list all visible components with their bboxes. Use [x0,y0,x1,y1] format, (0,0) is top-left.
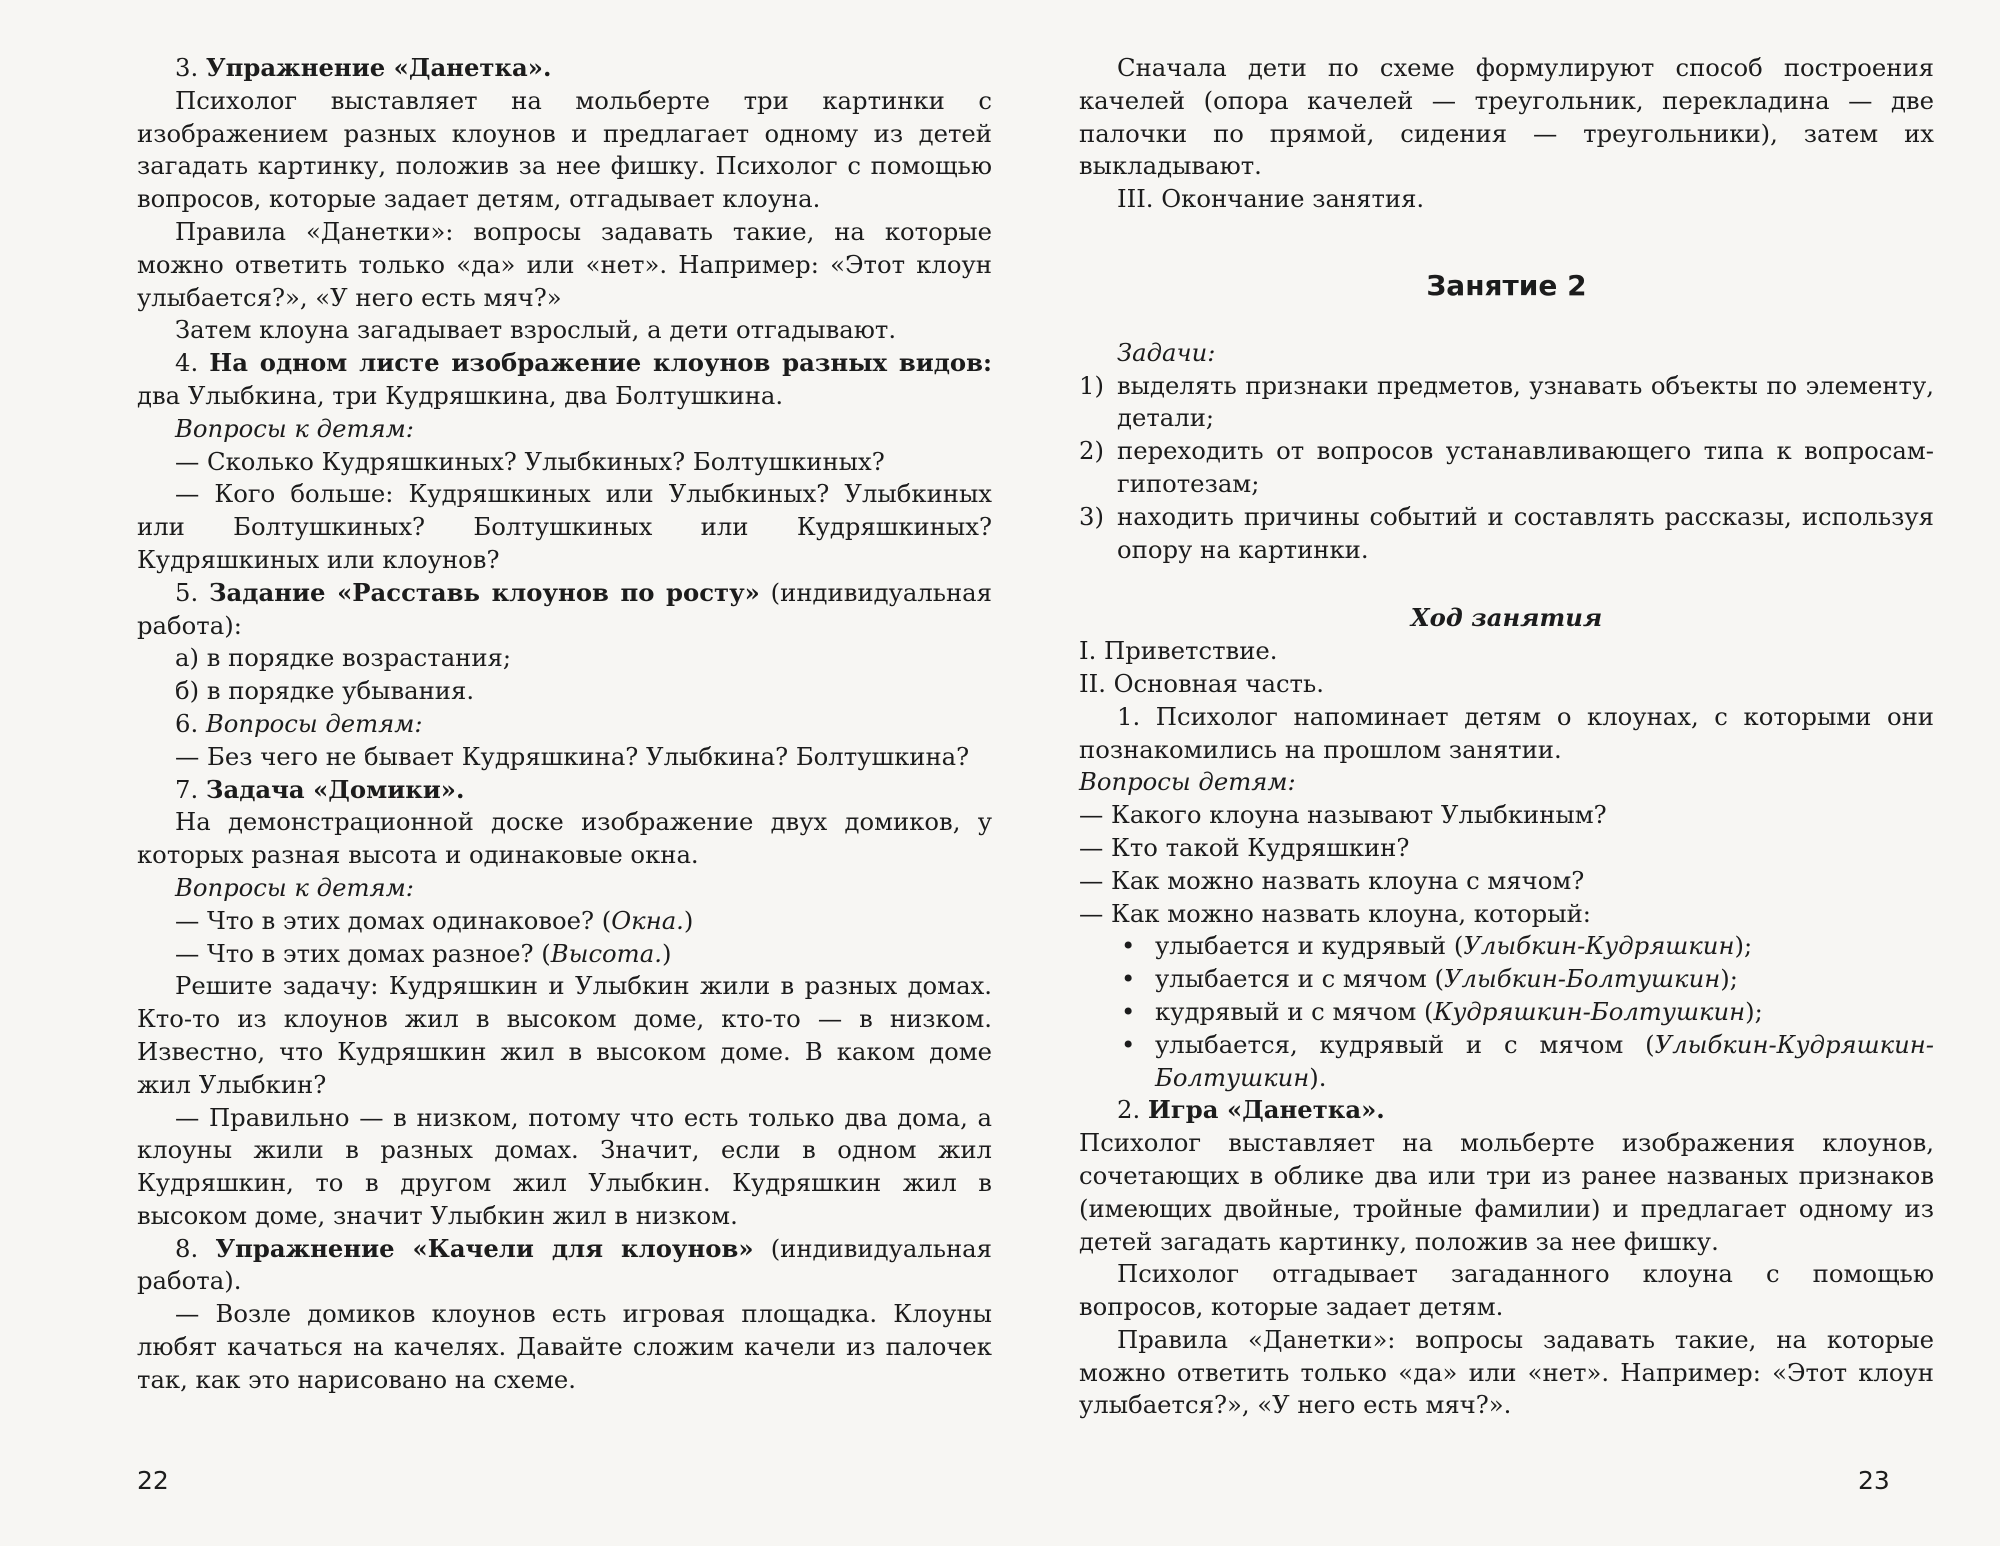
list-item: а) в порядке возрастания; [175,643,512,673]
paragraph: На демонстрационной доске изображение двух домиков, у которых разная высота и одинаковые окна. [137,807,992,870]
questions-label: Вопросы к детям: [175,872,414,902]
exercise-3-heading: 3. Упражнение «Данетка». [175,53,552,82]
game-2-heading: 2. Игра «Данетка». [1117,1095,1385,1125]
bullet-item: • улыбается, кудрявый и с мячом (Улыбкин-Кудряшкин-Болтушкин). [1121,1029,1934,1092]
right-page [1079,52,1934,1422]
question-line: — Как можно назвать клоуна, который: [1079,898,1591,928]
bullet-list [1079,930,1934,1094]
task-item: 3) находить причины событий и составлять рассказы, используя опору на картинки. [1079,501,1934,564]
question-line: — Как можно назвать клоуна с мячом? [1079,865,1585,895]
task-item: 2) переходить от вопросов устанавливающего типа к вопросам-гипотезам; [1079,436,1934,498]
paragraph: Правила «Данетки»: вопросы задавать такие, на которые можно ответить только «да» или «нет». Например: «Этот клоун улыбается?», «У него есть мяч?». [1079,1324,1934,1420]
question-line: — Какого клоуна называют Улыбкиным? [1079,800,1607,830]
paragraph: Психолог отгадывает загаданного клоуна с помощью вопросов, которые задает детям. [1079,1259,1934,1322]
bullet-item: • улыбается и с мячом (Улыбкин-Болтушкин); [1121,964,1738,994]
paragraph: Сначала дети по схеме формулируют способ построения качелей (опора качелей — треугольник, перекладина — две палочки по прямой, сидения — треугольники), затем их выкладывают. [1079,53,1934,181]
paragraph: 1. Психолог напоминает детям о клоунах, с которыми они познакомились на прошлом занятии. [1079,701,1934,764]
paragraph: — Правильно — в низком, потому что есть только два дома, а клоуны жили в разных домах. Значит, если в одном жил Кудряшкин, то в другом жил Улыбкин. Кудряшкин жил в высоком доме, значит Улыбкин жил в низком. [137,1102,992,1230]
paragraph: Правила «Данетки»: вопросы задавать такие, на которые можно ответить только «да» или «нет». Например: «Этот клоун улыбается?», «У него есть мяч?» [137,216,992,312]
left-page [137,52,992,1397]
question-line: — Кто такой Кудряшкин? [1079,832,1410,862]
lesson-title: Занятие 2 [1426,268,1587,302]
question-line: — Сколько Кудряшкиных? Улыбкиных? Болтушкиных? [175,446,885,476]
stage-line: II. Основная часть. [1079,668,1324,698]
exercise-7-heading: 7. Задача «Домики». [175,774,465,804]
exercise-8-heading: 8. Упражнение «Качели для клоунов» (индивидуальная работа). [137,1233,993,1296]
list-item: б) в порядке убывания. [175,676,475,706]
questions-label: Вопросы детям: [1079,767,1296,797]
task-item: 1) выделять признаки предметов, узнавать объекты по элементу, детали; [1079,370,1934,433]
section-end: III. Окончание занятия. [1117,184,1425,214]
question-line: — Кого больше: Кудряшкиных или Улыбкиных? Улыбкиных или Болтушкиных? Болтушкиных или Кудряшкиных? Кудряшкиных или клоунов? [137,479,992,574]
tasks-list [1079,370,1934,567]
question-line: — Что в этих домах одинаковое? (Окна.) [175,905,694,935]
course-title: Ход занятия [1410,603,1603,633]
page-number-right: 23 [1858,1466,1890,1495]
tasks-label: Задачи: [1117,337,1216,367]
exercise-6-heading: 6. Вопросы детям: [175,708,423,738]
page-number-left: 22 [137,1466,169,1495]
paragraph: — Возле домиков клоунов есть игровая площадка. Клоуны любят качаться на качелях. Давайте сложим качели из палочек так, как это нарисовано на схеме. [137,1299,992,1394]
questions-label: Вопросы к детям: [175,413,414,443]
paragraph: Затем клоуна загадывает взрослый, а дети отгадывают. [175,315,897,345]
question-line: — Без чего не бывает Кудряшкина? Улыбкина? Болтушкина? [175,741,970,771]
paragraph: Решите задачу: Кудряшкин и Улыбкин жили в разных домах. Кто-то из клоунов жил в высоком доме, кто-то — в низком. Известно, что Кудряшкин жил в высоком доме. В каком доме жил Улыбкин? [137,971,992,1099]
exercise-4-heading: 4. На одном листе изображение клоунов разных видов: два Улыбкина, три Кудряшкина, два Болтушкина. [137,348,992,410]
paragraph: Психолог выставляет на мольберте изображения клоунов, сочетающих в облике два или три из ранее названых признаков (имеющих двойные, тройные фамилии) и предлагает одному из детей загадать картинку, положив за нее фишку. [1079,1128,1934,1256]
bullet-item: • кудрявый и с мячом (Кудряшкин-Болтушкин); [1121,996,1763,1026]
stage-line: I. Приветствие. [1079,636,1278,666]
paragraph: Психолог выставляет на мольберте три картинки с изображением разных клоунов и предлагает одному из детей загадать картинку, положив за нее фишку. Психолог с помощью вопросов, которые задает детям, отгадывает клоуна. [137,85,992,214]
question-line: — Что в этих домах разное? (Высота.) [175,938,672,968]
bullet-item: • улыбается и кудрявый (Улыбкин-Кудряшкин); [1121,931,1753,961]
exercise-5-heading: 5. Задание «Расставь клоунов по росту» (индивидуальная работа): [137,577,992,640]
